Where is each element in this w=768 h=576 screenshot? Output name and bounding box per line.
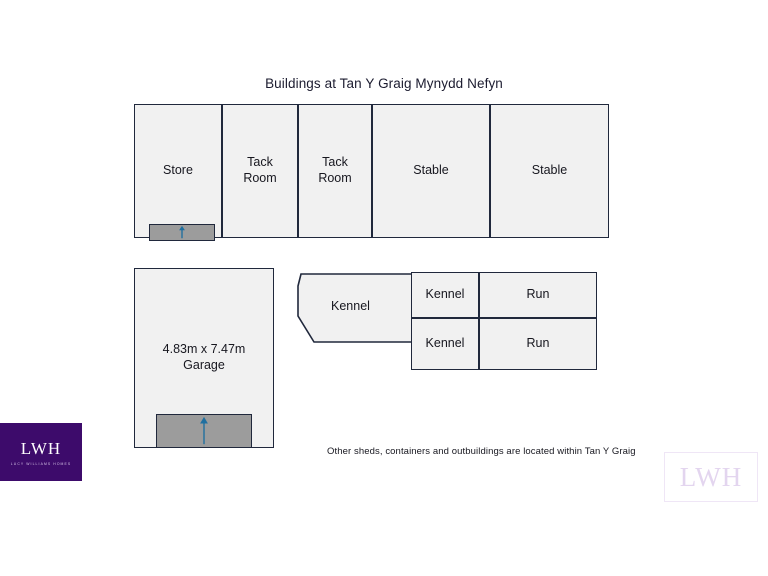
garage-door-arrow-icon xyxy=(157,415,251,447)
run-cell-2 xyxy=(479,318,597,370)
kennel-cell-2 xyxy=(411,318,479,370)
kennel-cell-1-label: Kennel xyxy=(425,287,465,302)
brand-logo-mark: LWH xyxy=(20,438,62,458)
room-stable-1 xyxy=(372,104,490,238)
room-stable-2-label: Stable xyxy=(531,163,568,178)
room-stable-1-label: Stable xyxy=(413,163,449,178)
brand-logo-subtitle: LUCY WILLIAMS HOMES xyxy=(10,461,72,466)
kennel-cell-1 xyxy=(411,272,479,318)
room-tack-room-1-line2: Room xyxy=(243,171,277,185)
room-tack-room-2-line2: Room xyxy=(318,171,352,185)
garage-door xyxy=(156,414,252,448)
room-store-label: Store xyxy=(163,163,193,178)
page-title: Buildings at Tan Y Graig Mynydd Nefyn xyxy=(265,76,503,91)
store-door xyxy=(149,224,215,241)
room-tack-room-1 xyxy=(222,104,298,238)
footnote-text: Other sheds, containers and outbuildings are located within Tan Y Graig xyxy=(327,446,636,457)
run-cell-2-label: Run xyxy=(526,336,550,351)
run-cell-1-label: Run xyxy=(526,287,550,302)
room-store xyxy=(134,104,222,238)
garage-dimensions: 4.83m x 7.47m xyxy=(162,342,246,357)
run-cell-1 xyxy=(479,272,597,318)
room-tack-room-2 xyxy=(298,104,372,238)
brand-logo xyxy=(0,423,82,481)
garage-label: Garage xyxy=(183,358,225,372)
room-tack-room-2-line1: Tack xyxy=(322,155,348,170)
store-door-arrow-icon xyxy=(150,225,214,240)
watermark-mark: LWH xyxy=(679,461,743,492)
room-stable-2 xyxy=(490,104,609,238)
room-tack-room-1-line1: Tack xyxy=(247,155,273,170)
watermark xyxy=(664,452,758,502)
kennel-polygon-label: Kennel xyxy=(331,299,370,313)
kennel-cell-2-label: Kennel xyxy=(425,336,465,351)
